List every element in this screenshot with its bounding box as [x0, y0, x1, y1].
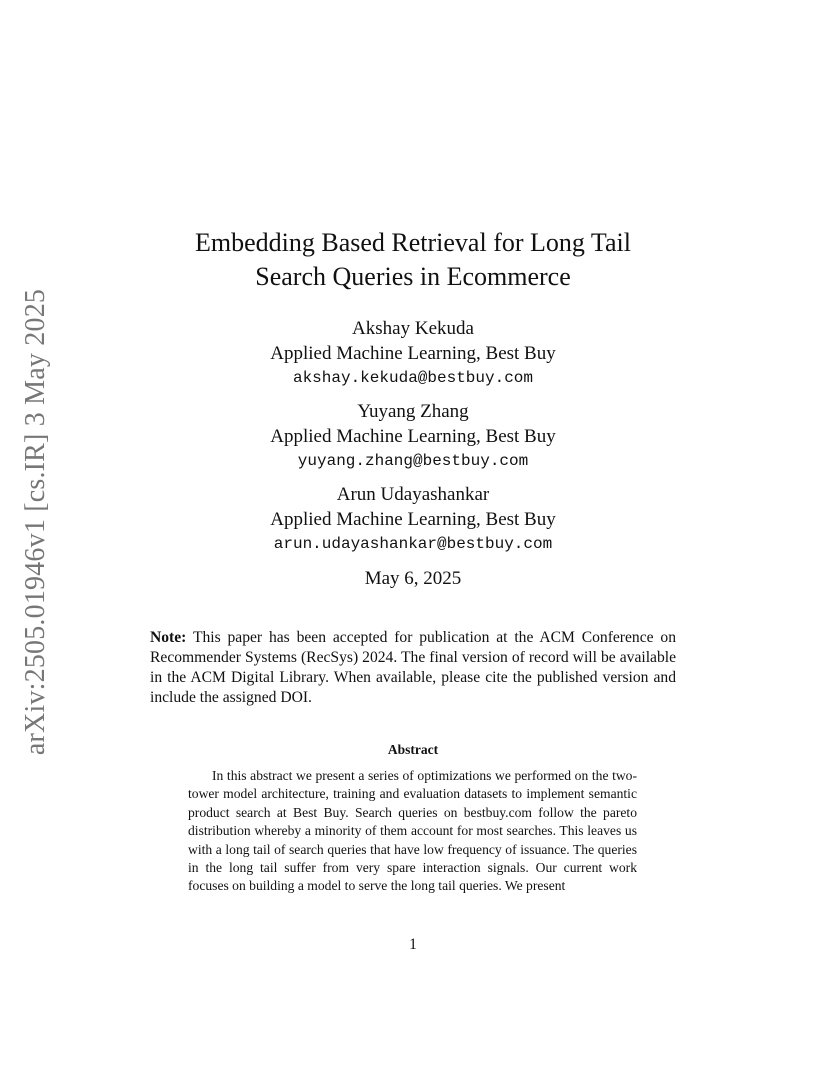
- page-number: 1: [409, 936, 417, 953]
- abstract-text: In this abstract we present a series of optimizations we performed on the two-tower model architecture, training and evaluation datasets to implement semantic product search at Best Buy. Search queries on bestbuy.com follow the pareto distribution whereby a minority of them account for most searches. This leaves us with a long tail of search queries that have low frequency of issuance. The queries in the long tail suffer from very spare interaction signals. Our current work focuses on building a model to serve the long tail queries. We present: [188, 768, 637, 894]
- author-name: Arun Udayashankar: [336, 484, 490, 505]
- author-block: [150, 399, 676, 474]
- author-email[interactable]: akshay.kekuda@bestbuy.com: [292, 369, 534, 387]
- abstract-heading: Abstract: [387, 742, 439, 757]
- author-block: [150, 316, 676, 391]
- author-affiliation: Applied Machine Learning, Best Buy: [270, 509, 556, 530]
- author-list: [150, 316, 676, 565]
- note-text: This paper has been accepted for publication at the ACM Conference on Recommender Systems (RecSys) 2024. The final version of record will be available in the ACM Digital Library. When available, please cite the published version and include the assigned DOI.: [150, 629, 676, 706]
- publication-date: May 6, 2025: [364, 568, 462, 589]
- author-email[interactable]: arun.udayashankar@bestbuy.com: [273, 535, 553, 553]
- paper-title-line-2: Search Queries in Ecommerce: [255, 262, 571, 291]
- author-name: Akshay Kekuda: [352, 318, 474, 339]
- note-label: Note:: [150, 629, 187, 646]
- author-block: [150, 482, 676, 557]
- author-email[interactable]: yuyang.zhang@bestbuy.com: [297, 452, 529, 470]
- author-affiliation: Applied Machine Learning, Best Buy: [270, 426, 556, 447]
- paper-title: [150, 226, 676, 294]
- publication-note: [150, 628, 676, 708]
- arxiv-identifier-stamp[interactable]: arXiv:2505.01946v1 [cs.IR] 3 May 2025: [20, 288, 51, 756]
- author-name: Yuyang Zhang: [357, 401, 469, 422]
- paper-title-line-1: Embedding Based Retrieval for Long Tail: [195, 228, 631, 257]
- author-affiliation: Applied Machine Learning, Best Buy: [270, 343, 556, 364]
